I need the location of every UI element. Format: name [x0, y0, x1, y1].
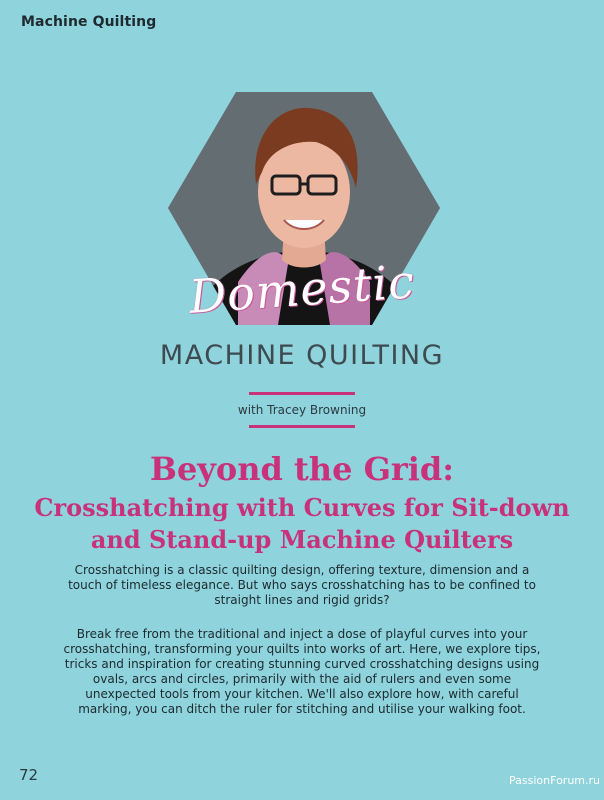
watermark: PassionForum.ru	[509, 774, 600, 787]
author-byline: with Tracey Browning	[237, 403, 367, 417]
intro-paragraph-1: Crosshatching is a classic quilting design, offering texture, dimension and a touch of timeless elegance. But who says crosshatching has to be confined to straight lines and rigid grids?	[68, 563, 536, 607]
section-label: Machine Quilting	[21, 14, 157, 30]
intro-paragraph-2: Break free from the traditional and inject a dose of playful curves into your crosshatching, transforming your quilts into works of art. Here, we explore tips, tricks and inspiration for creating stunning curved crosshatching designs using ovals, arcs and circles, primarily with the aid of rulers and even some unexpected tools from your kitchen. We'll also explore how, with careful marking, you can ditch the ruler for stitching and utilise your walking foot.	[63, 627, 541, 716]
divider-bottom	[249, 425, 355, 428]
article-title: Beyond the Grid:	[149, 450, 455, 488]
series-script-word: Domestic	[187, 254, 417, 324]
divider-top	[249, 392, 355, 395]
article-subtitle: Crosshatching with Curves for Sit-down and Stand-up Machine Quilters	[34, 493, 570, 554]
page-number: 72	[19, 766, 39, 784]
series-title: MACHINE QUILTING	[159, 340, 445, 371]
